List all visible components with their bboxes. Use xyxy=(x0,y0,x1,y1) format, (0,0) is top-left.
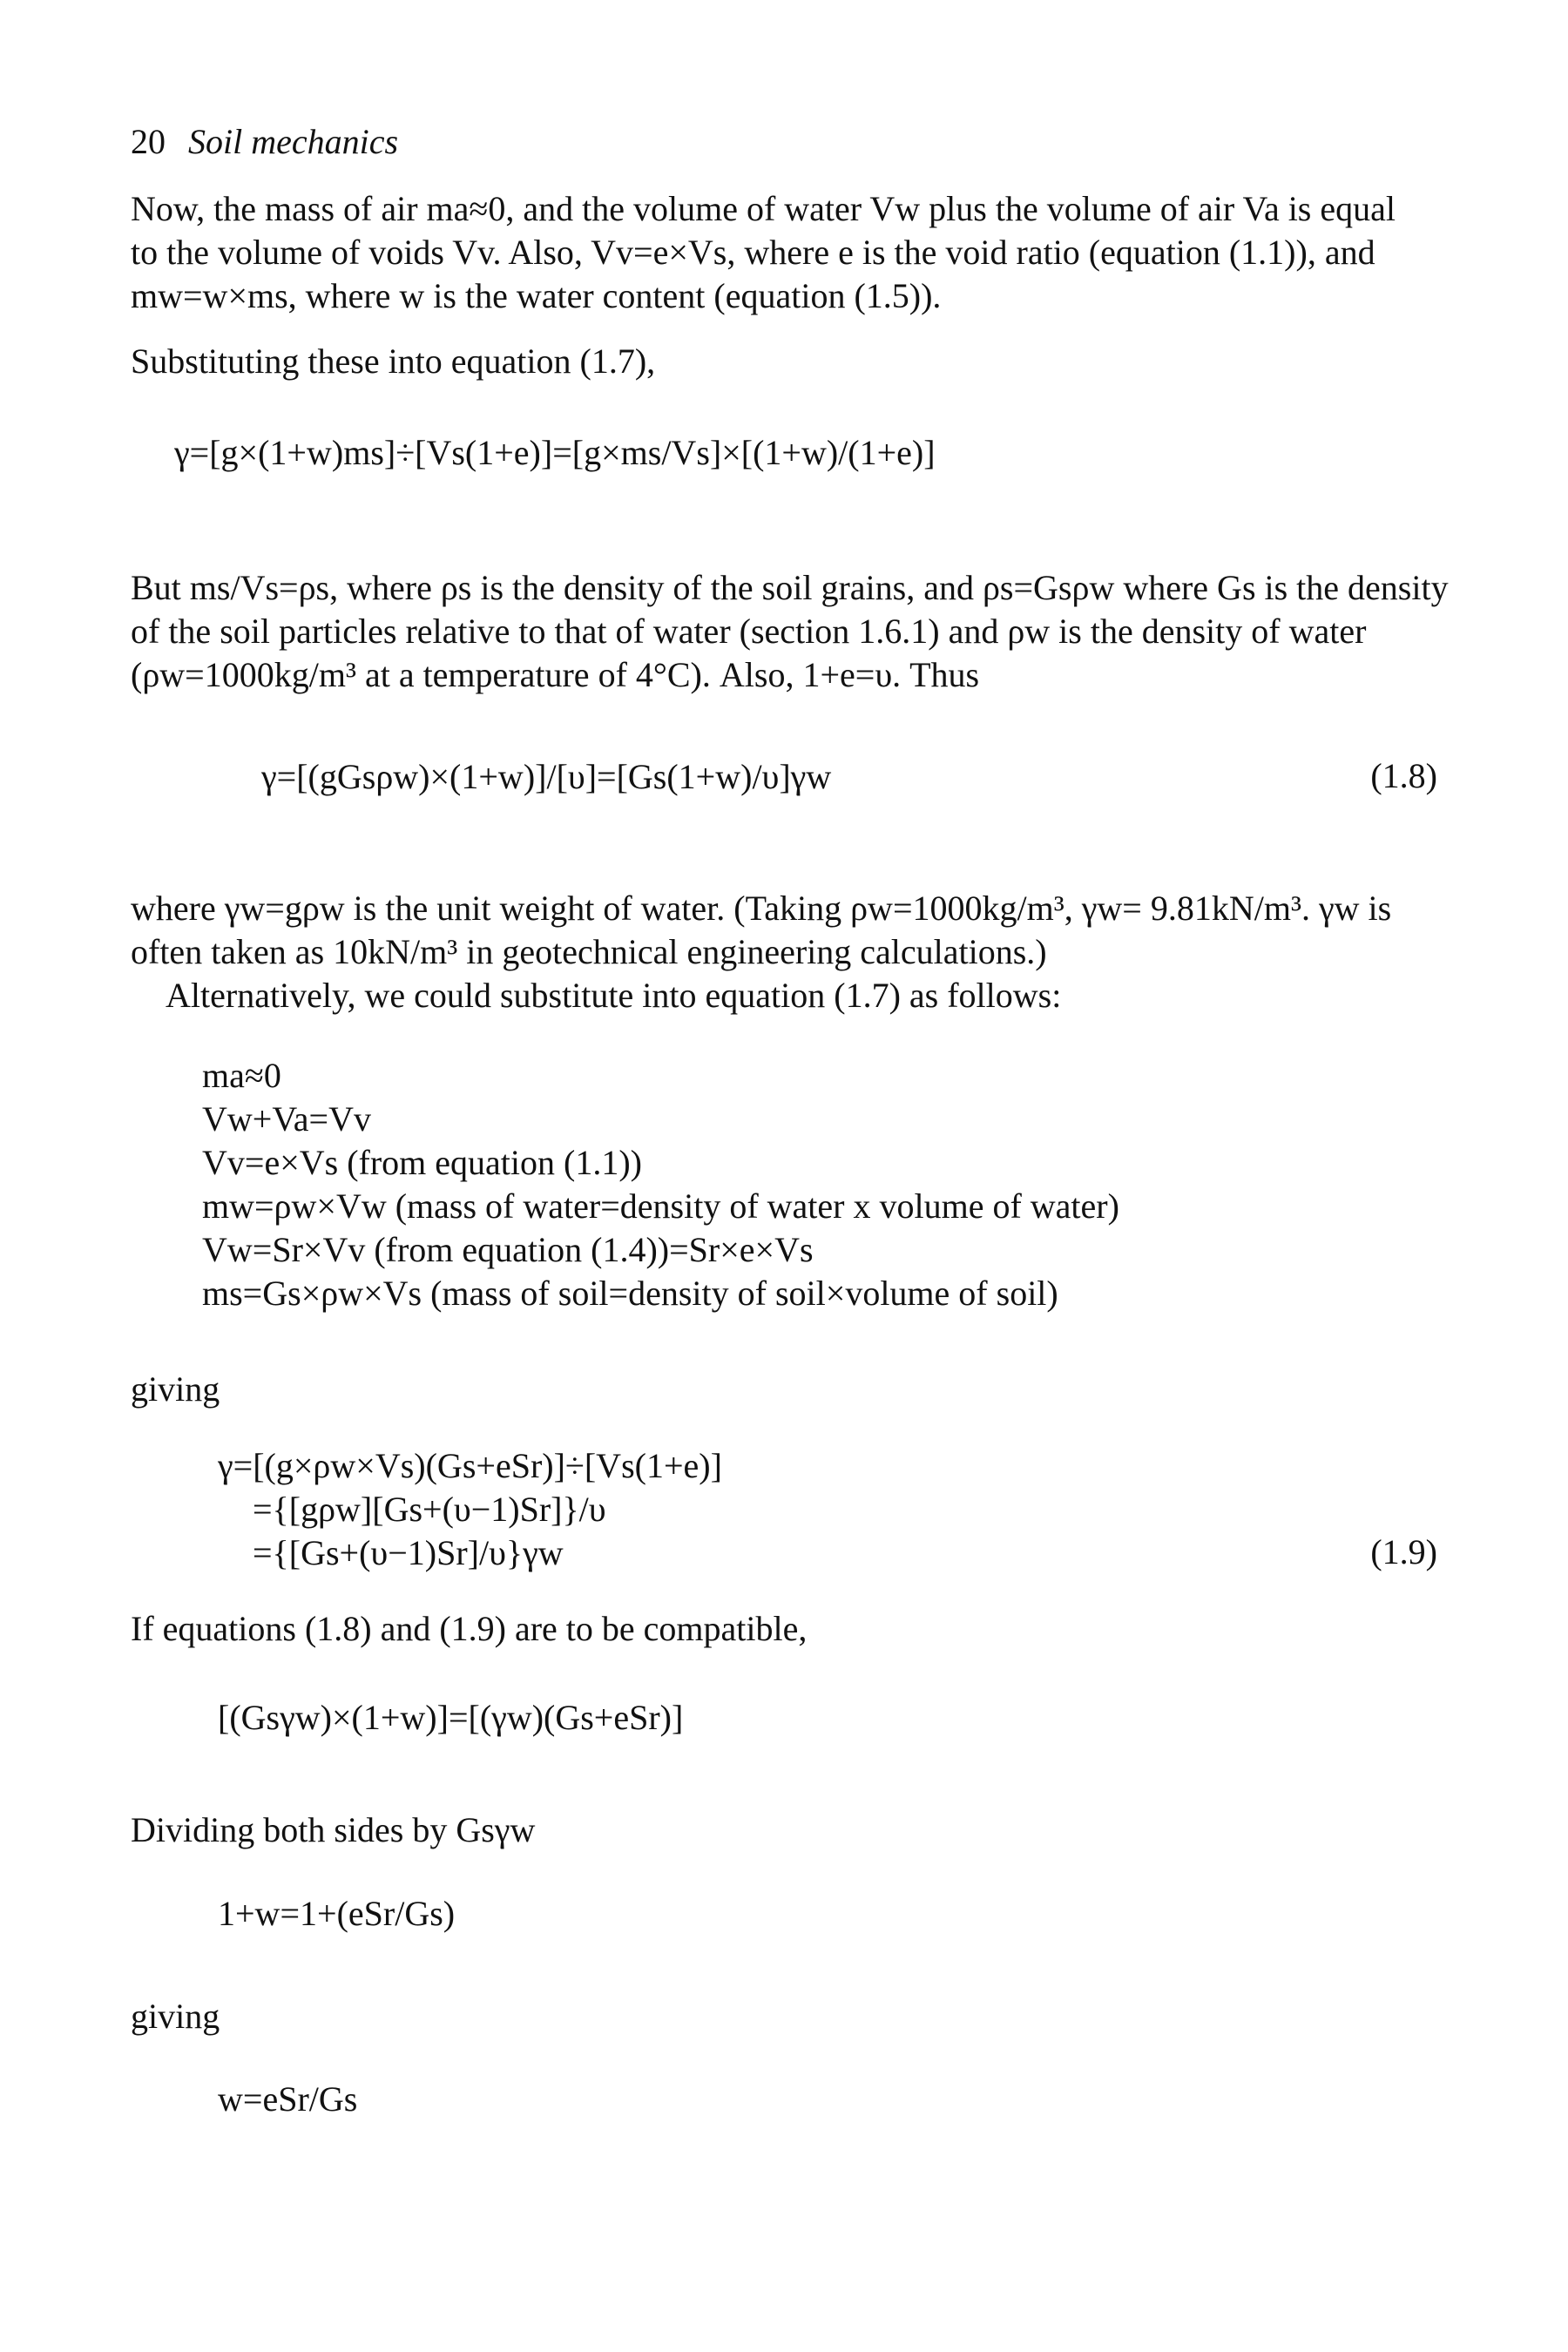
text-line: of the soil particles relative to that of water (section 1.6.1) and ρw is the density of water xyxy=(131,612,1367,651)
list-item: ms=Gs×ρw×Vs (mass of soil=density of soil×volume of soil) xyxy=(202,1274,1058,1313)
text-line: Now, the mass of air ma≈0, and the volume of water Vw plus the volume of air Va is equal xyxy=(131,189,1396,228)
equation-1-8: γ=[(gGsρw)×(1+w)]/[υ]=[Gs(1+w)/υ]γw xyxy=(261,757,832,796)
equation-label-1-9: (1.9) xyxy=(1370,1532,1437,1571)
paragraph-unit-weight-water xyxy=(131,887,1391,1017)
running-header xyxy=(131,120,398,164)
equation-unit-weight: γ=[g×(1+w)ms]÷[Vs(1+e)]=[g×ms/Vs]×[(1+w)/(1+e)] xyxy=(174,433,936,472)
equation-line: ={[gρw][Gs+(υ−1)Sr]}/υ xyxy=(253,1490,606,1529)
equation-divided: 1+w=1+(eSr/Gs) xyxy=(218,1894,456,1933)
list-item: Vw=Sr×Vv (from equation (1.4))=Sr×e×Vs xyxy=(202,1230,814,1269)
equation-label-1-8: (1.8) xyxy=(1370,756,1437,795)
list-item: ma≈0 xyxy=(202,1056,281,1095)
paragraph-substituting: Substituting these into equation (1.7), xyxy=(131,341,656,381)
text-line: (ρw=1000kg/m³ at a temperature of 4°C). Also, 1+e=υ. Thus xyxy=(131,655,980,694)
list-item: mw=ρw×Vw (mass of water=density of water x volume of water) xyxy=(202,1186,1119,1226)
running-title: Soil mechanics xyxy=(188,122,399,161)
text-line: often taken as 10kN/m³ in geotechnical engineering calculations.) xyxy=(131,932,1047,971)
paragraph-grain-density xyxy=(131,566,1449,697)
paragraph-compatible: If equations (1.8) and (1.9) are to be compatible, xyxy=(131,1609,808,1648)
paragraph-dividing: Dividing both sides by Gsγw xyxy=(131,1810,536,1849)
equation-line: ={[Gs+(υ−1)Sr]/υ}γw xyxy=(253,1533,564,1572)
equation-line: γ=[(g×ρw×Vs)(Gs+eSr)]÷[Vs(1+e)] xyxy=(218,1446,722,1485)
page-number: 20 xyxy=(131,122,166,161)
text-line: where γw=gρw is the unit weight of water. (Taking ρw=1000kg/m³, γw= 9.81kN/m³. γw is xyxy=(131,889,1392,928)
paragraph-mass-of-air xyxy=(131,187,1396,318)
equation-final: w=eSr/Gs xyxy=(218,2079,358,2119)
list-item: Vw+Va=Vv xyxy=(202,1099,371,1139)
text-line: mw=w×ms, where w is the water content (equation (1.5)). xyxy=(131,276,942,315)
list-item: Vv=e×Vs (from equation (1.1)) xyxy=(202,1143,642,1182)
equation-1-9 xyxy=(218,1444,722,1575)
equation-compatibility: [(Gsγw)×(1+w)]=[(γw)(Gs+eSr)] xyxy=(218,1698,684,1737)
text-line: Alternatively, we could substitute into equation (1.7) as follows: xyxy=(166,976,1062,1015)
text-line: to the volume of voids Vv. Also, Vv=e×Vs, where e is the void ratio (equation (1.1)), and xyxy=(131,233,1375,272)
giving-label: giving xyxy=(131,1369,220,1409)
substitution-list xyxy=(202,1054,1119,1315)
giving-label: giving xyxy=(131,1997,220,2036)
text-line: But ms/Vs=ρs, where ρs is the density of the soil grains, and ρs=Gsρw where Gs is the density xyxy=(131,568,1449,607)
